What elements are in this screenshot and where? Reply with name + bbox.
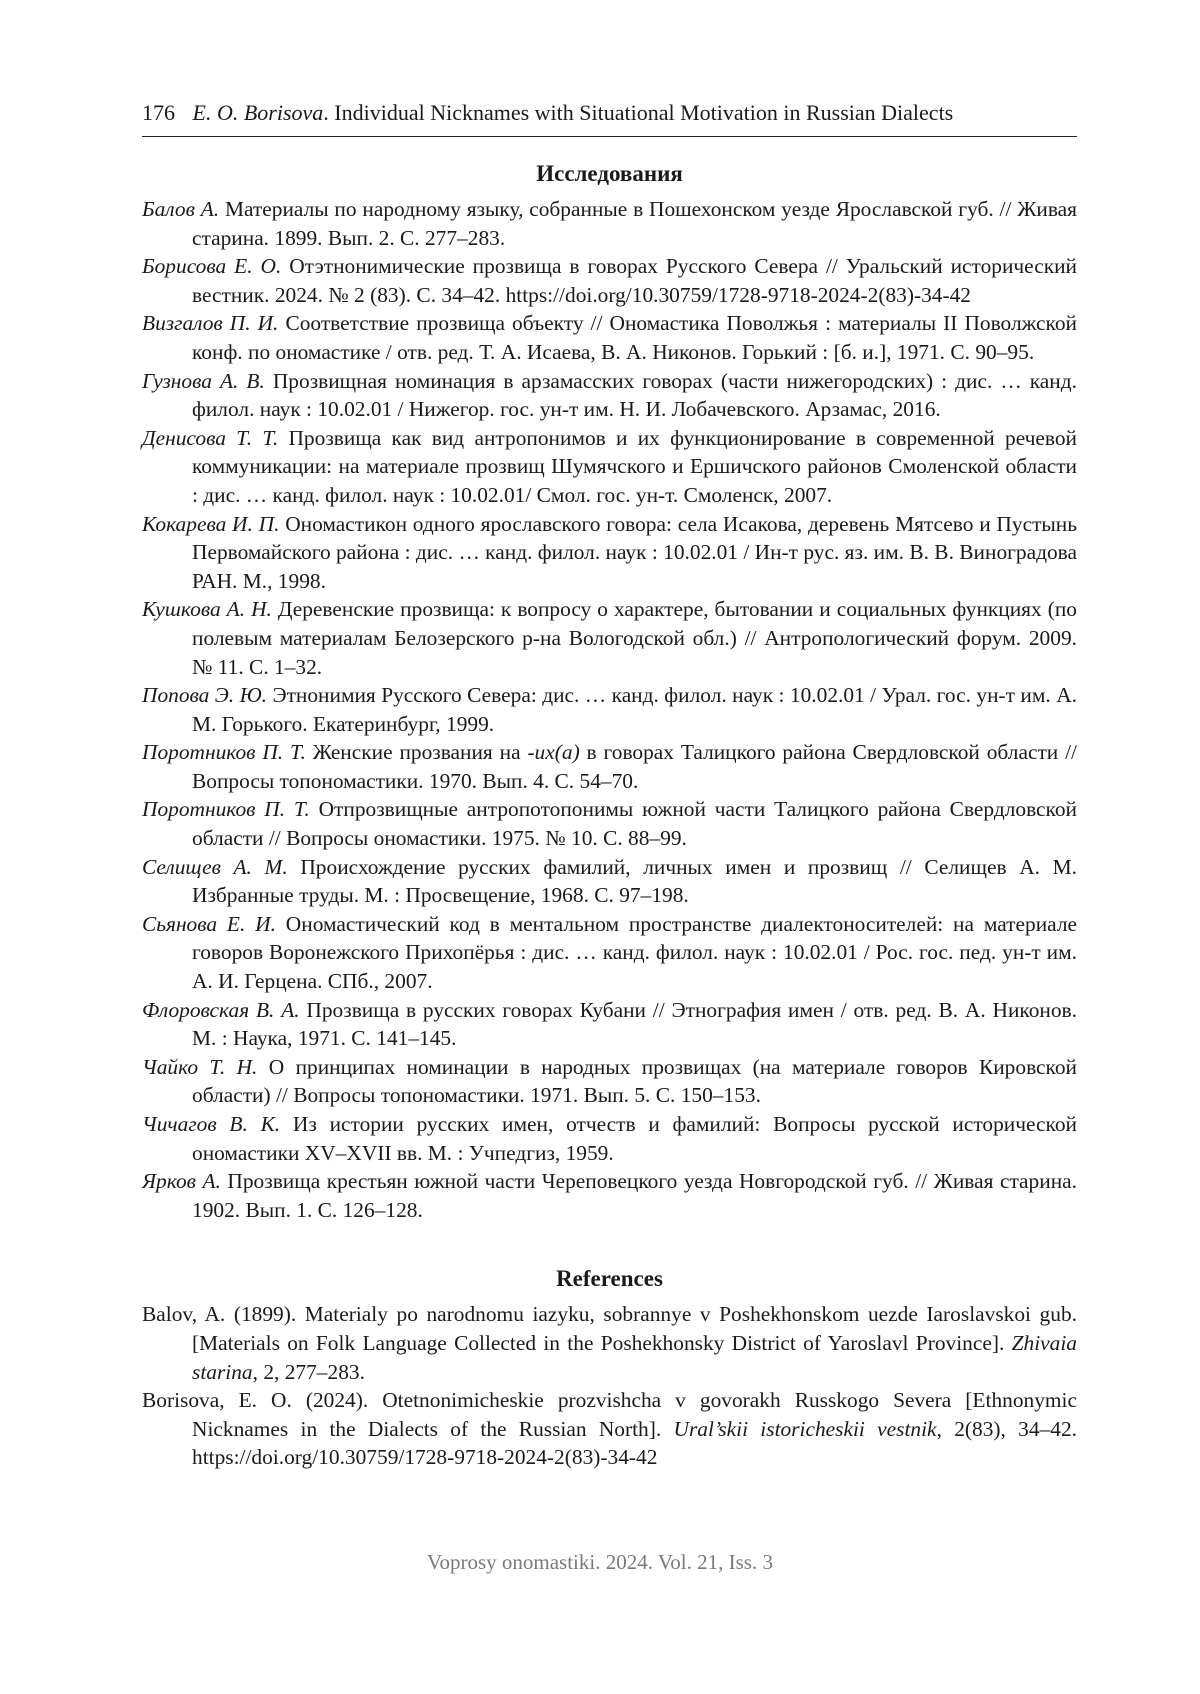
article-author: E. O. Borisova [192,100,324,125]
study-author: Гузнова А. В. [142,368,265,393]
references-list [142,1300,1077,1472]
reference-journal: Ural’skii istoricheskii vestnik [673,1416,937,1441]
study-entry [142,424,1077,510]
study-entry [142,195,1077,252]
study-entry [142,738,1077,795]
page-number: 176 [142,100,175,125]
study-author: Попова Э. Ю. [142,683,268,708]
study-entry [142,252,1077,309]
study-text: Соответствие прозвища объекту // Ономастика Поволжья : материалы II Поволжской конф. по ономастике / отв. ред. Т. А. Исаева, В. А. Никонов. Горький : [б. и.], 1971. С. 90–95. [192,311,1077,364]
study-text: Этнонимия Русского Севера: дис. … канд. филол. наук : 10.02.01 / Урал. гос. ун-т им. А. М. Горького. Екатеринбург, 1999. [192,683,1077,736]
study-author: Чайко Т. Н. [142,1054,258,1079]
study-author: Визгалов П. И. [142,311,279,336]
study-author: Сьянова Е. И. [142,911,276,936]
study-text: Прозвища крестьян южной части Череповецкого уезда Новгородской губ. // Живая старина. 1902. Вып. 1. С. 126–128. [192,1169,1077,1222]
running-head [142,98,1077,137]
study-entry [142,1167,1077,1224]
study-suffix: -их(а) [527,740,580,765]
reference-journal: Zhivaia starina [192,1330,1077,1384]
study-author: Поротников П. Т. [142,797,310,822]
study-text: Отэтнонимические прозвища в говорах Русского Севера // Уральский исторический вестник. 2024. № 2 (83). С. 34–42. https://doi.org/10.30759/1728-9718-2024-2(83)-34-42 [192,254,1077,307]
study-text: Прозвища как вид антропонимов и их функционирование в современной речевой коммуникации: на материале прозвищ Шумячского и Ершичского районов Смоленской области : дис. … канд. филол. наук : 10.02.01/ Смол. гос. ун-т. Смоленск, 2007. [192,425,1077,507]
study-text: Происхождение русских фамилий, личных имен и прозвищ // Селищев А. М. Избранные труды. М. : Просвещение, 1968. С. 97–198. [192,854,1077,908]
reference-entry [142,1300,1077,1386]
study-author: Ярков А. [142,1169,221,1194]
study-entry [142,595,1077,681]
study-text: О принципах номинации в народных прозвищах (на материале говоров Кировской области) // Вопросы топономастики. 1971. Вып. 5. С. 150–153. [192,1054,1077,1108]
study-entry [142,1053,1077,1110]
study-author: Селищев А. М. [142,854,288,879]
study-entry [142,910,1077,996]
journal-footer: Voprosy onomastiki. 2024. Vol. 21, Iss. 3 [427,1550,773,1574]
study-entry [142,681,1077,738]
reference-text: Borisova, E. O. (2024). Otetnonimicheskie prozvishcha v govorakh Russkogo Severa [Ethnonymic Nicknames in the Dialects of the Russian North]. [142,1388,1077,1441]
reference-entry [142,1386,1077,1472]
study-text: Из истории русских имен, отчеств и фамилий: Вопросы русской исторической ономастики XV–XVII вв. М. : Учпедгиз, 1959. [192,1112,1077,1165]
page-content [142,98,1077,1472]
study-text: Ономастикон одного ярославского говора: села Исакова, деревень Мятсево и Пустынь Первомайского района : дис. … канд. филол. наук : 10.02.01 / Ин-т рус. яз. им. В. В. Виноградова РАН. М., 1998. [192,511,1077,593]
study-author: Кушкова А. Н. [142,597,272,622]
study-entry [142,1110,1077,1167]
study-author: Денисова Т. Т. [142,425,279,450]
study-author: Балов А. [142,197,220,221]
study-author: Кокарева И. П. [142,511,280,536]
study-author: Борисова Е. О. [142,254,282,279]
studies-list [142,195,1077,1224]
study-text: Ономастический код в ментальном пространстве диалектоносителей: на материале говоров Воронежского Прихопёрья : дис. … канд. филол. наук : 10.02.01 / Рос. гос. пед. ун-т им. А. И. Герцена. СПб., 2007. [192,911,1077,994]
study-entry [142,996,1077,1053]
study-text: Женские прозвания на [305,740,528,765]
study-author: Чичагов В. К. [142,1112,281,1136]
article-title: . Individual Nicknames with Situational Motivation in Russian Dialects [323,100,954,125]
study-entry [142,853,1077,910]
study-entry [142,367,1077,424]
study-entry [142,795,1077,852]
study-text-tail: в говорах Талицкого района Свердловской области // Вопросы топономастики. 1970. Вып. 4. С. 54–70. [192,740,1077,793]
study-text: Отпрозвищные антропотопонимы южной части Талицкого района Свердловской области // Вопросы ономастики. 1975. № 10. С. 88–99. [192,797,1077,851]
reference-text: Balov, A. (1899). Materialy po narodnomu iazyku, sobrannye v Poshekhonskom uezde Iaroslavskoi gub. [Materials on Folk Language Collected in the Poshekhonsky District of Yaroslavl Province]. [142,1302,1077,1355]
study-text: Материалы по народному языку, собранные в Пошехонском уезде Ярославской губ. // Живая старина. 1899. Вып. 2. С. 277–283. [192,197,1077,250]
study-author: Поротников П. Т. [142,740,306,765]
study-text: Прозвища в русских говорах Кубани // Этнография имен / отв. ред. В. А. Никонов. М. : Наука, 1971. С. 141–145. [192,997,1077,1051]
study-text: Деревенские прозвища: к вопросу о характере, бытовании и социальных функциях (по полевым материалам Белозерского р-на Вологодской обл.) // Антропологический форум. 2009. № 11. С. 1–32. [192,597,1077,679]
study-entry [142,510,1077,596]
study-entry [142,309,1077,366]
reference-tail: , 2(83), 34–42. https://doi.org/10.30759/1728-9718-2024-2(83)-34-42 [192,1416,1078,1470]
reference-tail: , 2, 277–283. [252,1359,365,1384]
studies-section-title: Исследования [536,161,683,186]
study-text: Прозвищная номинация в арзамасских говорах (части нижегородских) : дис. … канд. филол. наук : 10.02.01 / Нижегор. гос. ун-т им. Н. И. Лобачевского. Арзамас, 2016. [192,368,1077,422]
references-section-title: References [556,1266,663,1292]
study-author: Флоровская В. А. [142,997,300,1022]
